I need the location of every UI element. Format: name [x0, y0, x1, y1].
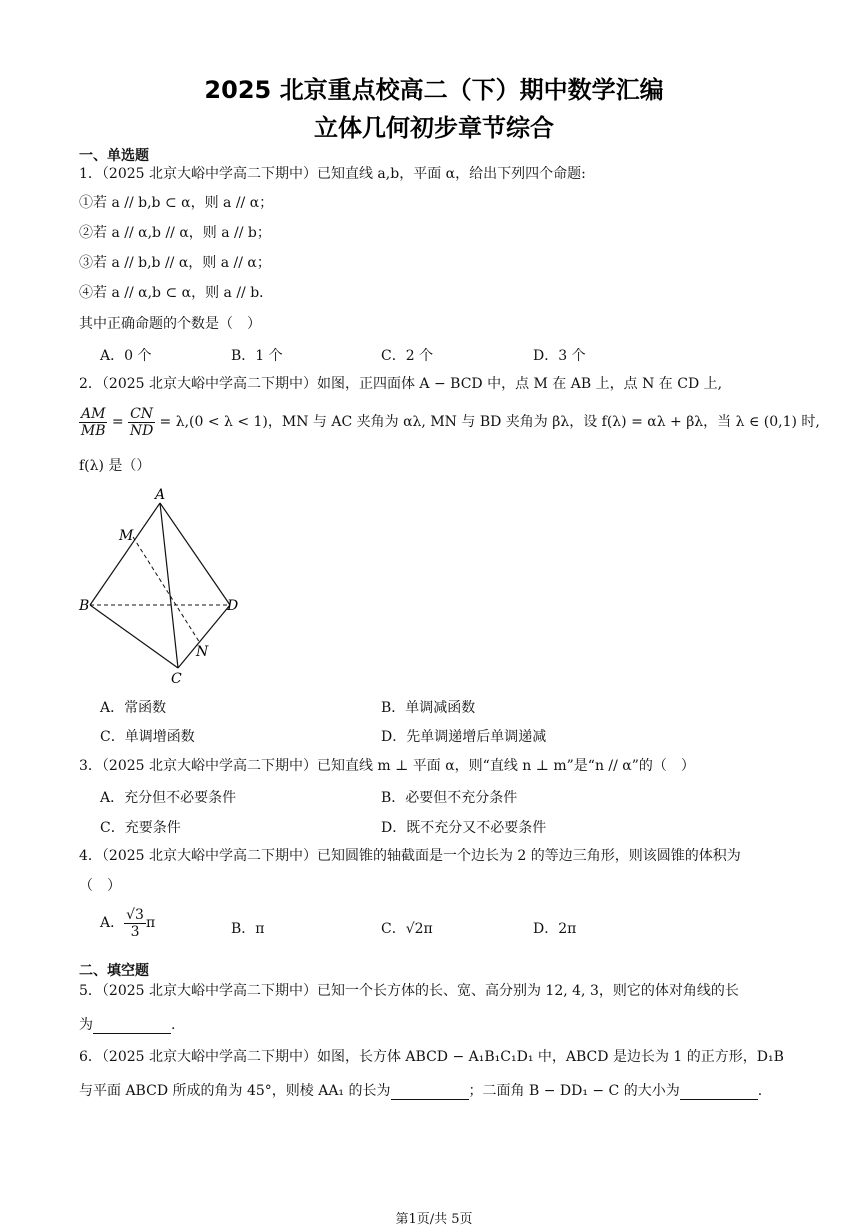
edge-ac: [160, 503, 178, 668]
q3-option-b: B．必要但不充分条件: [381, 790, 518, 806]
q2-option-c: C．单调增函数: [100, 729, 195, 745]
q3-option-c: C．充要条件: [100, 820, 181, 836]
q1-option-c: C．2 个: [381, 348, 434, 364]
label-b: B: [79, 598, 90, 614]
label-n: N: [196, 644, 209, 660]
q3-stem: 3．（2025 北京大峪中学高二下期中）已知直线 m ⊥ 平面 α，则“直线 n ⊥ m”是“n // α”的（ ）: [79, 758, 695, 774]
q5-answer-line: 为 .: [79, 1017, 176, 1033]
q4-option-b: B．π: [231, 921, 265, 937]
q4-option-a: A． $\frac{√3}{3}$ π: [100, 906, 156, 940]
edge-ad: [160, 503, 230, 605]
q4-paren: （ ）: [79, 878, 121, 894]
label-a: A: [155, 487, 166, 503]
q2-option-b: B．单调减函数: [381, 700, 476, 716]
q1-option-b: B．1 个: [231, 348, 283, 364]
q1-proposition-3: ③若 a // b,b // α，则 a // α；: [79, 255, 271, 271]
q6-answer-blank-1[interactable]: [391, 1085, 469, 1100]
edge-bc: [90, 605, 178, 668]
q3-option-d: D．既不充分又不必要条件: [381, 820, 547, 836]
q2-tail: f(λ) 是（）: [79, 458, 151, 474]
q1-option-d: D．3 个: [533, 348, 586, 364]
q2-option-a: A．常函数: [100, 700, 167, 716]
tetrahedron-figure: [75, 485, 250, 685]
q2-option-d: D．先单调递增后单调递减: [381, 729, 547, 745]
q2-fraction-cn-nd: $\frac{CN}{ND}$: [129, 405, 154, 439]
segment-mn-hidden: [133, 537, 200, 643]
q1-proposition-2: ②若 a // α,b // α，则 a // b；: [79, 225, 271, 241]
q1-option-a: A．0 个: [100, 348, 152, 364]
label-c: C: [171, 671, 182, 685]
q6-stem: 6．（2025 北京大峪中学高二下期中）如图，长方体 ABCD − A₁B₁C₁D₁ 中，ABCD 是边长为 1 的正方形，D₁B: [79, 1049, 784, 1065]
q4-option-c: C．√2π: [381, 921, 433, 937]
page-subtitle: 立体几何初步章节综合: [314, 114, 554, 142]
q1-question: 其中正确命题的个数是（ ）: [79, 316, 261, 332]
q4-option-d: D．2π: [533, 921, 577, 937]
q2-fraction-am-mb: $\frac{AM}{MB}$: [80, 405, 106, 439]
q5-answer-blank[interactable]: [93, 1019, 171, 1034]
q2-stem: 2．（2025 北京大峪中学高二下期中）如图，正四面体 A − BCD 中，点 M 在 AB 上，点 N 在 CD 上,: [79, 376, 723, 392]
q1-stem: 1．（2025 北京大峪中学高二下期中）已知直线 a,b，平面 α，给出下列四个命题:: [79, 166, 586, 182]
label-d: D: [227, 598, 239, 614]
label-m: M: [119, 528, 134, 544]
q1-proposition-4: ④若 a // α,b ⊂ α，则 a // b．: [79, 285, 274, 301]
page-footer: 第1页/共 5页: [395, 1212, 473, 1227]
edge-ab: [90, 503, 160, 605]
section-heading-fill-in: 二、填空题: [79, 963, 149, 979]
q6-answer-blank-2[interactable]: [680, 1085, 758, 1100]
q2-condition-line: $\frac{AM}{MB}$ = $\frac{CN}{ND}$ = λ,(0 < λ < 1)，MN 与 AC 夹角为 αλ, MN 与 BD 夹角为 βλ，设 f(λ) = αλ + βλ，当 λ ∈ (0,1) 时,: [80, 405, 820, 439]
section-heading-single-choice: 一、单选题: [79, 148, 149, 164]
page-title: 2025 北京重点校高二（下）期中数学汇编: [204, 76, 664, 104]
q1-proposition-1: ①若 a // b,b ⊂ α，则 a // α；: [79, 195, 274, 211]
q5-stem: 5．（2025 北京大峪中学高二下期中）已知一个长方体的长、宽、高分别为 12, 4, 3，则它的体对角线的长: [79, 983, 739, 999]
q6-answer-line: 与平面 ABCD 所成的角为 45°，则棱 AA₁ 的长为 ；二面角 B − DD₁ − C 的大小为 .: [79, 1083, 763, 1099]
q3-option-a: A．充分但不必要条件: [100, 790, 237, 806]
q2-condition-text: = λ,(0 < λ < 1)，MN 与 AC 夹角为 αλ, MN 与 BD 夹角为 βλ，设 f(λ) = αλ + βλ，当 λ ∈ (0,1) 时,: [159, 414, 820, 430]
q4-stem: 4．（2025 北京大峪中学高二下期中）已知圆锥的轴截面是一个边长为 2 的等边三角形，则该圆锥的体积为: [79, 848, 741, 864]
